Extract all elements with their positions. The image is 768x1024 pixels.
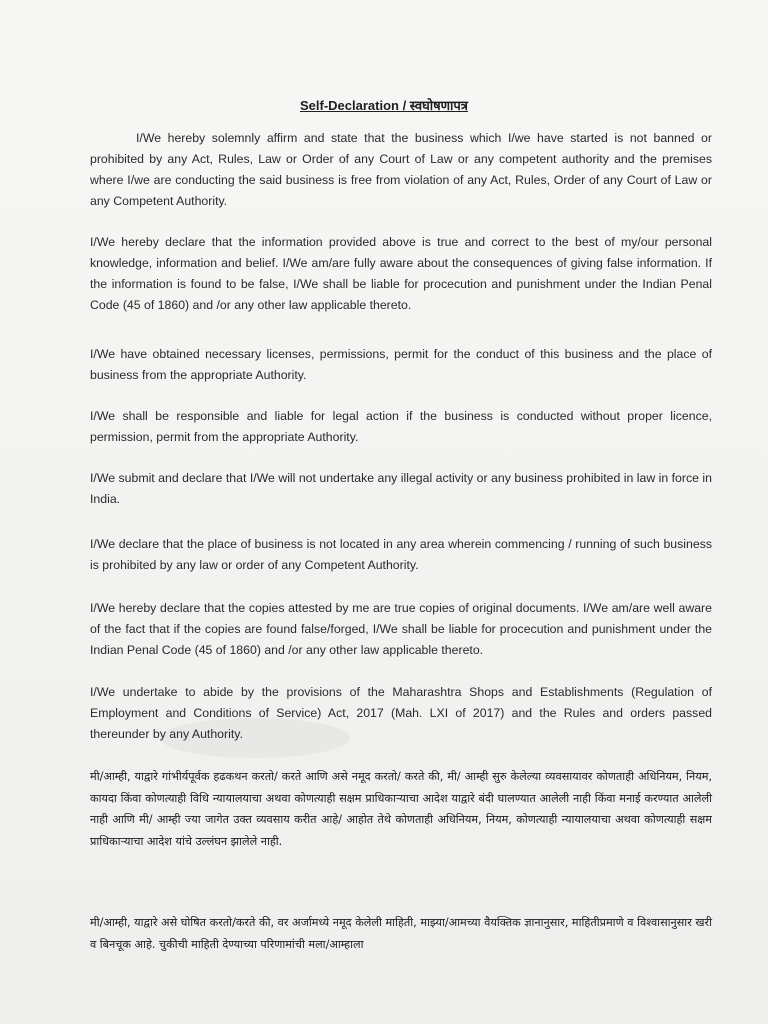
declaration-paragraph-1: I/We hereby solemnly affirm and state that the business which I/we have started is not banned or prohibited by any Act, Rules, Law or Order of any Court of Law or any competent authority and the premises where I/we are conducting the said business is free from violation of any Act, Rules, Order of any Court of Law or any Competent Authority. bbox=[90, 131, 712, 208]
declaration-paragraph-6: I/We declare that the place of business is not located in any area wherein commencing / running of such business is prohibited by any law or order of any Competent Authority. bbox=[90, 537, 712, 572]
page-title: Self-Declaration / स्वघोषणापत्र bbox=[300, 98, 468, 113]
declaration-paragraph-4: I/We shall be responsible and liable for legal action if the business is conducted without proper licence, permission, permit from the appropriate Authority. bbox=[90, 409, 712, 444]
marathi-paragraph-2: मी/आम्ही, याद्वारे असे घोषित करतो/करते की, वर अर्जामध्ये नमूद केलेली माहिती, माझ्या/आमच्या वैयक्तिक ज्ञानानुसार, माहितीप्रमाणे व विश्वासानुसार खरी व बिनचूक आहे. चुकीची माहिती देण्याच्या परिणामांची मला/आम्हाला bbox=[90, 916, 712, 951]
declaration-paragraph-7: I/We hereby declare that the copies attested by me are true copies of original documents. I/We am/are well aware of the fact that if the copies are found false/forged, I/We shall be liable for procecution and punishment under the Indian Penal Code (45 of 1860) and /or any other law applicable thereto. bbox=[90, 601, 712, 657]
declaration-paragraph-3: I/We have obtained necessary licenses, permissions, permit for the conduct of this business and the place of business from the appropriate Authority. bbox=[90, 347, 712, 382]
marathi-paragraph-1: मी/आम्ही, याद्वारे गांभीर्यपूर्वक हढकथन करतो/ करते आणि असे नमूद करतो/ करते की, मी/ आम्ही सुरु केलेल्या व्यवसायावर कोणताही अधिनियम, नियम, कायदा किंवा कोणत्याही विधि न्यायालयाचा अथवा कोणत्याही सक्षम प्राधिकाऱ्याचा आदेश याद्वारे बंदी घालण्यात आलेली नाही किंवा मनाई करण्यात आलेली नाही आणि मी/ आम्ही ज्या जागेत उक्त व्यवसाय करीत आहे/ आहोत तेथे कोणताही अधिनियम, नियम, कोणत्याही न्यायालयाचा अथवा कोणत्याही सक्षम प्राधिकाऱ्याचा आदेश यांचे उल्लंघन झालेले नाही. bbox=[90, 770, 712, 848]
declaration-paragraph-5: I/We submit and declare that I/We will not undertake any illegal activity or any business prohibited in law in force in India. bbox=[90, 471, 712, 506]
declaration-paragraph-2: I/We hereby declare that the information provided above is true and correct to the best of my/our personal knowledge, information and belief. I/We am/are fully aware about the consequences of giving false information. If the information is found to be false, I/We shall be liable for procecution and punishment under the Indian Penal Code (45 of 1860) and /or any other law applicable thereto. bbox=[90, 235, 712, 312]
declaration-paragraph-8: I/We undertake to abide by the provisions of the Maharashtra Shops and Establishments (Regulation of Employment and Conditions of Service) Act, 2017 (Mah. LXI of 2017) and the Rules and orders passed thereunder by any Authority. bbox=[90, 685, 712, 741]
